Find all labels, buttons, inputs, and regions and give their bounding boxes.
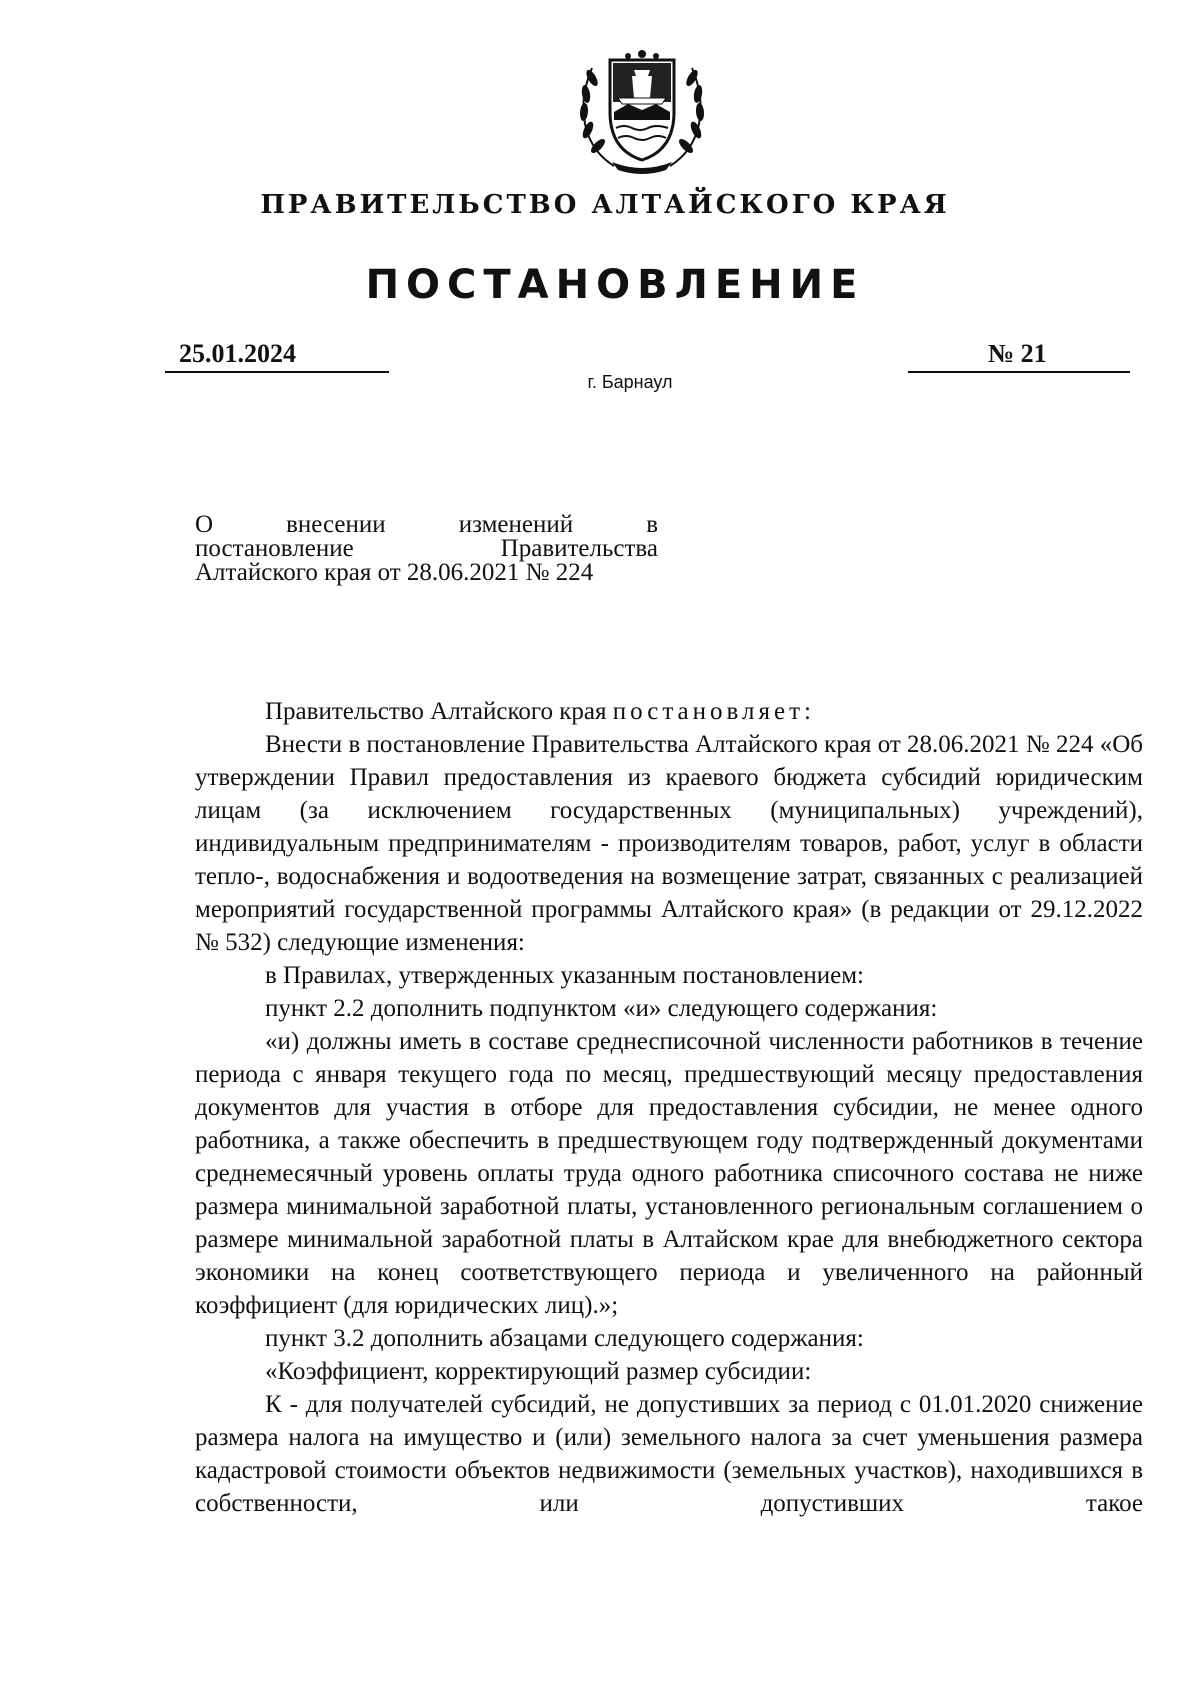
body-paragraph-3: в Правилах, утвержденных указанным постановлением: bbox=[265, 962, 864, 989]
subject-line-1: О внесении изменений в bbox=[195, 511, 658, 538]
body-paragraph-6: пункт 3.2 дополнить абзацами следующего содержания: bbox=[265, 1325, 864, 1352]
document-number: № 21 bbox=[908, 337, 1130, 373]
body-paragraph-8: К - для получателей субсидий, не допустивших за период с 01.01.2020 снижение размера налога на имущество и (или) земельного налога за счет уменьшения размера кадастровой стоимости объектов недвижимости (земельных участков), находившихся в собственности, или допустивших такое bbox=[195, 1391, 1143, 1517]
subject-line-3: Алтайского края от 28.06.2021 № 224 bbox=[195, 559, 594, 586]
body-paragraph-5: «и) должны иметь в составе среднесписочной численности работников в течение периода с января текущего года по месяц, предшествующий месяцу предоставления документов для участия в отборе для предоставления субсидии, не менее одного работника, а также обеспечить в предшествующем году подтвержденный документами среднемесячный уровень оплаты труда одного работника списочного состава не ниже размера минимальной заработной платы, установленного региональным соглашением о размере минимальной заработной платы в Алтайском крае для внебюджетного сектора экономики на конец соответствующего периода и увеличенного на районный коэффициент (для юридических лиц).»; bbox=[195, 1028, 1143, 1319]
document-body bbox=[195, 695, 1143, 1520]
body-paragraph-2: Внести в постановление Правительства Алтайского края от 28.06.2021 № 224 «Об утверждении Правил предоставления из краевого бюджета субсидий юридическим лицам (за исключением государственных (муниципальных) учреждений), индивидуальным предпринимателям - производителям товаров, работ, услуг в области тепло-, водоснабжения и водоотведения на возмещение затрат, связанных с реализацией мероприятий государственной программы Алтайского края» (в редакции от 29.12.2022 № 532) следующие изменения: bbox=[195, 731, 1143, 956]
body-paragraph-7: «Коэффициент, корректирующий размер субсидии: bbox=[265, 1358, 812, 1385]
preamble-spaced-word: постановляет bbox=[612, 698, 804, 725]
body-paragraph-4: пункт 2.2 дополнить подпунктом «и» следующего содержания: bbox=[265, 995, 938, 1022]
document-date: 25.01.2024 bbox=[165, 337, 389, 373]
body-paragraph-preamble bbox=[195, 695, 1143, 728]
coat-of-arms-icon bbox=[562, 46, 722, 176]
document-subject bbox=[195, 513, 658, 585]
subject-line-2: постановление Правительства bbox=[195, 535, 658, 562]
organization-title: ПРАВИТЕЛЬСТВО АЛТАЙСКОГО КРАЯ bbox=[260, 190, 950, 220]
preamble-text: Правительство Алтайского края bbox=[265, 698, 613, 725]
document-city: г. Барнаул bbox=[587, 372, 673, 392]
document-type-title: ПОСТАНОВЛЕНИЕ bbox=[365, 262, 865, 308]
preamble-colon: : bbox=[804, 698, 811, 725]
